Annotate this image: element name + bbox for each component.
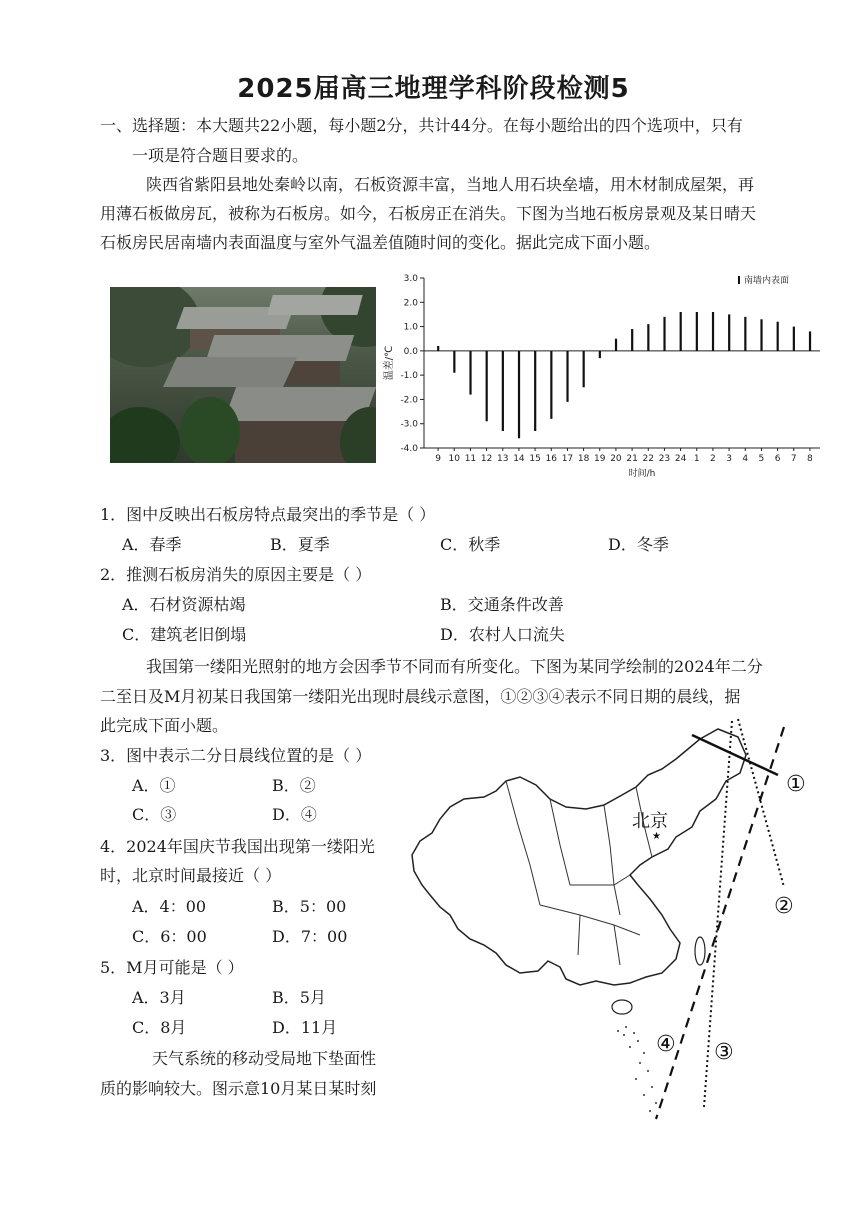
chart-bar (744, 317, 746, 351)
chart-bar (566, 351, 568, 402)
island-dot (635, 1078, 637, 1080)
chart-y-tick-label: 1.0 (403, 322, 418, 333)
chart-y-tick-label: -3.0 (400, 419, 418, 430)
question-5-stem: 5．M月可能是（ ） (100, 958, 244, 977)
question-4-stem-line1: 4．2024年国庆节我国出现第一缕阳光 (100, 837, 375, 856)
chart-bar (712, 312, 714, 351)
chart-x-tick-label: 23 (658, 454, 671, 464)
beijing-marker: ★ (652, 831, 661, 842)
taiwan-island (695, 937, 705, 965)
beijing-label: 北京 (632, 811, 668, 832)
chart-x-label: 时间/h (628, 469, 656, 479)
line-label-2: ② (774, 894, 794, 919)
chart-x-tick-label: 24 (674, 454, 687, 464)
chart-x-tick-label: 22 (642, 454, 654, 464)
chart-x-tick-label: 19 (594, 454, 606, 464)
island-dot (651, 1086, 653, 1088)
question-4-option-c[interactable]: C．6：00 (132, 927, 207, 946)
chart-x-tick-label: 17 (561, 454, 574, 464)
intro2-line2: 二至日及M月初某日我国第一缕阳光出现时晨线示意图，①②③④表示不同日期的晨线，据 (100, 687, 741, 706)
question-2-option-b[interactable]: B．交通条件改善 (440, 595, 564, 614)
chart-bar (550, 351, 552, 419)
question-4-stem-line2: 时，北京时间最接近（ ） (100, 866, 282, 885)
question-1-option-d[interactable]: D．冬季 (608, 535, 669, 554)
island-dot (647, 1070, 649, 1072)
island-dot (625, 1026, 627, 1028)
chart-y-tick-label: -1.0 (400, 371, 418, 382)
question-1-option-a[interactable]: A．春季 (122, 535, 182, 554)
chart-x-tick-label: 5 (758, 454, 765, 464)
section-instructions-line1: 一、选择题：本大题共22小题，每小题2分，共计44分。在每小题给出的四个选项中，只有 (100, 116, 743, 135)
question-3-stem: 3．图中表示二分日晨线位置的是（ ） (100, 746, 372, 765)
dawn-line-1 (692, 735, 778, 775)
china-outline (412, 729, 746, 985)
chart-y-tick-label: -2.0 (400, 395, 418, 406)
island-dot (643, 1094, 645, 1096)
chart-bar (809, 331, 811, 350)
question-2-option-d[interactable]: D．农村人口流失 (440, 625, 565, 644)
intro1-line1: 陕西省紫阳县地处秦岭以南，石板资源丰富，当地人用石块垒墙，用木材制成屋架，再 (146, 175, 755, 194)
island-dot (655, 1102, 657, 1104)
chart-bar (793, 327, 795, 351)
hainan-island (612, 1000, 632, 1014)
question-2-option-c[interactable]: C．建筑老旧倒塌 (122, 625, 247, 644)
island-dot (633, 1032, 635, 1034)
question-3-option-c[interactable]: C．③ (132, 805, 177, 824)
chart-bar (486, 351, 488, 421)
island-dot (629, 1046, 631, 1048)
china-dawn-line-map (400, 715, 820, 1125)
stone-house-photo (110, 287, 376, 463)
chart-bar (728, 314, 730, 350)
chart-x-tick-label: 7 (790, 454, 797, 464)
island-dot (643, 1052, 645, 1054)
chart-x-tick-label: 6 (774, 454, 781, 464)
intro2-line3: 此完成下面小题。 (100, 716, 229, 735)
island-dot (623, 1034, 625, 1036)
chart-x-tick-label: 16 (545, 454, 557, 464)
chart-bar (777, 322, 779, 351)
line-label-4: ④ (656, 1032, 676, 1057)
question-1-stem: 1．图中反映出石板房特点最突出的季节是（ ） (100, 505, 436, 524)
chart-x-tick-label: 10 (448, 454, 460, 464)
question-1-option-b[interactable]: B．夏季 (270, 535, 330, 554)
intro1-line2: 用薄石板做房瓦，被称为石板房。如今，石板房正在消失。下图为当地石板房景观及某日晴天 (100, 204, 757, 223)
chart-y-tick-label: 0.0 (403, 346, 418, 357)
question-4-option-b[interactable]: B．5：00 (272, 897, 347, 916)
question-3-option-a[interactable]: A．① (132, 776, 176, 795)
chart-bar (615, 339, 617, 351)
chart-bar (647, 324, 649, 351)
chart-x-tick-label: 11 (464, 454, 477, 464)
chart-x-tick-label: 21 (626, 454, 638, 464)
intro1-line3: 石板房民居南墙内表面温度与室外气温差值随时间的变化。据此完成下面小题。 (100, 233, 661, 252)
chart-bar (502, 351, 504, 431)
chart-bar (453, 351, 455, 373)
chart-x-tick-label: 20 (610, 454, 622, 464)
chart-y-tick-label: 2.0 (403, 298, 418, 309)
chart-legend-label: 南墙内表面 (744, 276, 790, 286)
chart-y-tick-label: 3.0 (403, 274, 418, 284)
island-dot (637, 1040, 639, 1042)
island-dot (639, 1062, 641, 1064)
question-4-option-d[interactable]: D．7：00 (272, 927, 348, 946)
chart-x-tick-label: 9 (435, 454, 441, 464)
chart-x-tick-label: 3 (726, 454, 732, 464)
question-2-option-a[interactable]: A．石材资源枯竭 (122, 595, 246, 614)
question-5-option-d[interactable]: D．11月 (272, 1018, 338, 1037)
temperature-difference-chart (380, 268, 830, 480)
chart-bar (534, 351, 536, 431)
chart-bar (680, 312, 682, 351)
intro2-line1: 我国第一缕阳光照射的地方会因季节不同而有所变化。下图为某同学绘制的2024年二分 (146, 657, 763, 676)
chart-bar (437, 346, 439, 351)
chart-x-tick-label: 13 (497, 454, 509, 464)
chart-x-tick-label: 12 (480, 454, 493, 464)
chart-x-tick-label: 1 (693, 454, 700, 464)
chart-y-tick-label: -4.0 (400, 444, 418, 454)
chart-bar (469, 351, 471, 395)
chart-x-tick-label: 18 (577, 454, 590, 464)
question-1-option-c[interactable]: C．秋季 (440, 535, 501, 554)
island-dot (617, 1030, 619, 1032)
chart-legend-swatch (738, 276, 740, 284)
question-4-option-a[interactable]: A．4：00 (132, 897, 207, 916)
chart-bar (599, 351, 601, 358)
chart-bar (631, 329, 633, 351)
chart-bar (663, 317, 665, 351)
chart-bar (696, 312, 698, 351)
chart-x-tick-label: 4 (742, 454, 749, 464)
chart-bar (583, 351, 585, 387)
chart-x-tick-label: 15 (529, 454, 541, 464)
question-5-option-b[interactable]: B．5月 (272, 988, 326, 1007)
page-title: 2025届高三地理学科阶段检测5 (237, 74, 630, 104)
island-dot (649, 1110, 651, 1112)
question-3-option-d[interactable]: D．④ (272, 805, 317, 824)
chart-x-tick-label: 8 (807, 454, 813, 464)
question-2-stem: 2．推测石板房消失的原因主要是（ ） (100, 565, 372, 584)
line-label-3: ③ (714, 1040, 734, 1065)
line-label-1: ① (786, 772, 806, 797)
south-china-sea-islands (617, 1026, 657, 1112)
chart-x-tick-label: 2 (710, 454, 716, 464)
question-3-option-b[interactable]: B．② (272, 776, 316, 795)
chart-bar (760, 319, 762, 351)
intro3-line2: 质的影响较大。图示意10月某日某时刻 (100, 1079, 377, 1098)
question-5-option-a[interactable]: A．3月 (132, 988, 186, 1007)
question-5-option-c[interactable]: C．8月 (132, 1018, 187, 1037)
chart-y-label: 温差/℃ (384, 345, 395, 381)
chart-x-tick-label: 14 (513, 454, 525, 464)
dawn-line-2 (738, 719, 784, 887)
intro3-line1: 天气系统的移动受局地下垫面性 (152, 1049, 377, 1068)
section-instructions-line2: 一项是符合题目要求的。 (132, 146, 309, 165)
chart-bar (518, 351, 520, 438)
